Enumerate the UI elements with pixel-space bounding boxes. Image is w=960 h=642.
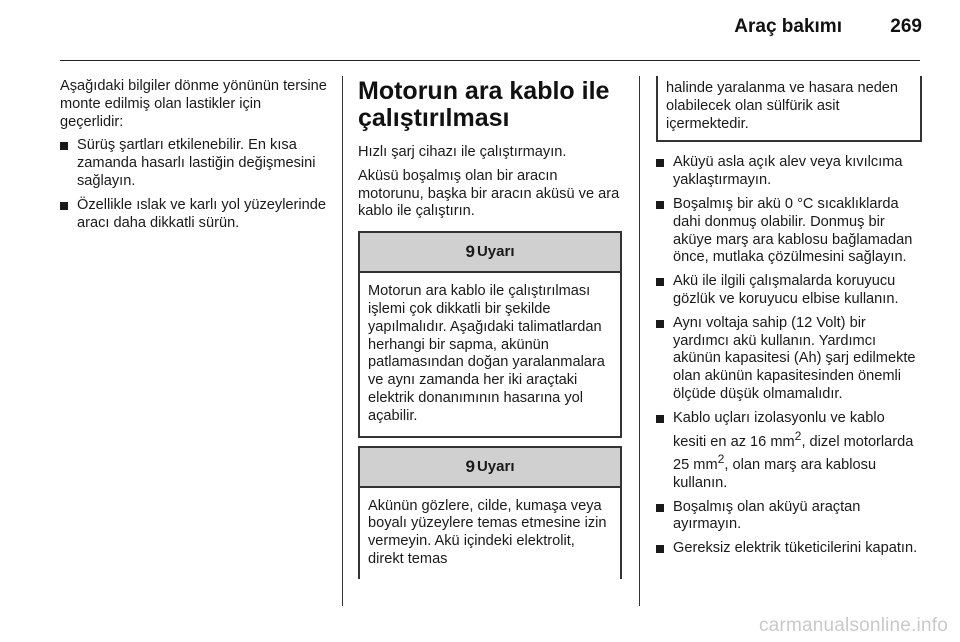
warning-header	[360, 233, 620, 273]
header-divider	[60, 60, 920, 61]
warning-box	[358, 231, 622, 437]
bullet-list	[656, 154, 922, 558]
bullet-square-icon	[656, 504, 664, 512]
page-header-title: Araç bakımı	[734, 16, 842, 37]
watermark: carmanualsonline.info	[758, 615, 948, 636]
warning-text: Akünün gözlere, cilde, kumaşa veya boyalı yüzeylere temas etmesine izin vermeyin. Akü içindeki elektrolit, direkt temas	[368, 497, 607, 567]
list-item: Akü ile ilgili çalışmalarda koruyucu gözlük ve koruyucu elbise kullanın.	[656, 273, 922, 309]
list-item: Özellikle ıslak ve karlı yol yüzeylerinde aracı daha dikkatli sürün.	[60, 197, 328, 233]
bullet-square-icon	[656, 159, 664, 167]
warning-header	[360, 448, 620, 488]
list-item: Aküyü asla açık alev veya kıvılcıma yaklaştırmayın.	[656, 154, 922, 190]
bullet-square-icon	[656, 415, 664, 423]
bullet-square-icon	[656, 201, 664, 209]
warning-icon: 9	[465, 242, 475, 262]
warning-label: Uyarı	[476, 243, 515, 261]
paragraph: Hızlı şarj cihazı ile çalıştırmayın.	[358, 144, 567, 160]
warning-box-continued: halinde yaralanma ve hasara neden olabilecek olan sülfürik asit içermektedir.	[656, 76, 922, 142]
list-item: Sürüş şartları etkilenebilir. En kısa zamanda hasarlı lastiğin değişmesini sağlayın.	[60, 137, 328, 190]
bullet-list	[60, 137, 328, 232]
warning-text: Motorun ara kablo ile çalıştırılması işlemi çok dikkatli bir şekilde yapılmalıdır. Aşağıdaki talimatlardan herhangi bir sapma, akünün patlamasından doğan yaralanmalara ve aynı zamanda her iki araçtaki elektrik donanımının hasarına yol açabilir.	[368, 283, 605, 424]
list-item: Boşalmış olan aküyü araçtan ayırmayın.	[656, 499, 922, 535]
list-item: Gereksiz elektrik tüketicilerini kapatın.	[656, 540, 922, 558]
list-item: Aynı voltaja sahip (12 Volt) bir yardımcı akü kullanın. Yardımcı akünün kapasitesi (Ah) şarj edilmekte olan akünün kapasitesinden önemli ölçüde düşük olmamalıdır.	[656, 315, 922, 404]
bullet-square-icon	[656, 320, 664, 328]
paragraph: Aküsü boşalmış olan bir aracın motorunu, başka bir aracın aküsü ve ara kablo ile çalıştırın.	[358, 167, 620, 220]
intro-paragraph: Aşağıdaki bilgiler dönme yönünün tersine monte edilmiş olan lastikler için geçerlidir:	[60, 78, 327, 130]
column-middle	[358, 78, 622, 587]
column-divider	[342, 76, 343, 606]
column-divider	[639, 76, 640, 606]
bullet-square-icon	[60, 202, 68, 210]
warning-box	[358, 446, 622, 579]
warning-icon: 9	[465, 456, 475, 476]
column-right	[656, 76, 922, 564]
bullet-square-icon	[656, 545, 664, 553]
bullet-square-icon	[656, 278, 664, 286]
page-number: 269	[890, 16, 922, 37]
warning-label: Uyarı	[476, 457, 515, 475]
list-item: Boşalmış bir akü 0 °C sıcaklıklarda dahi donmuş olabilir. Donmuş bir aküye marş ara kablosu bağlamadan önce, mutlaka çözülmesini sağlayın.	[656, 196, 922, 267]
bullet-square-icon	[60, 142, 68, 150]
list-item: Kablo uçları izolasyonlu ve kablo kesiti en az 16 $mm^2$, dizel motorlarda 25 $mm^2$, olan marş ara kablosu kullanın.	[656, 410, 922, 493]
column-left	[60, 78, 328, 238]
section-title: Motorun ara kablo ile çalıştırılması	[358, 77, 610, 132]
